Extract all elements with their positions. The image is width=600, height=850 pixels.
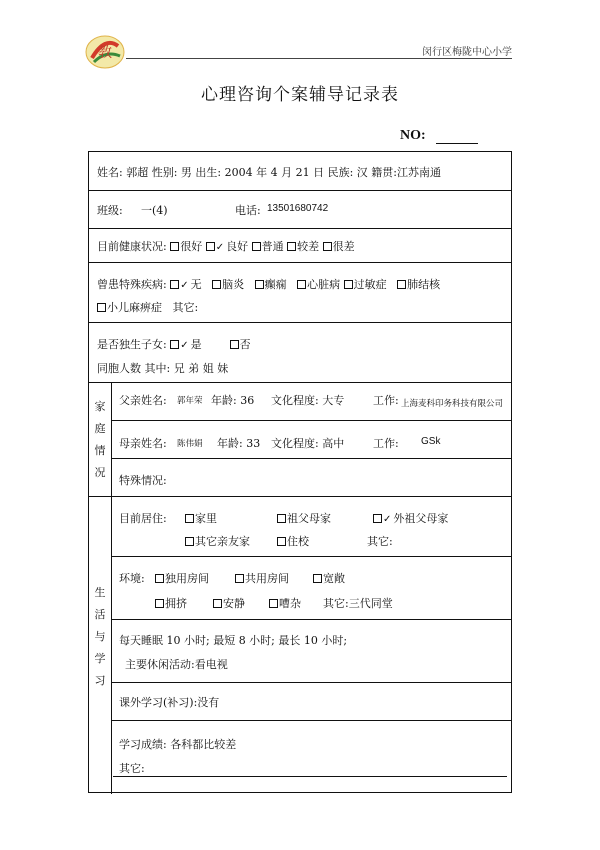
sleep-line: 每天睡眠 10 小时; 最短 8 小时; 最长 10 小时; [119,634,348,647]
record-number-field[interactable] [436,143,478,144]
disease-option: 过敏症 [353,278,387,291]
work-label: 工作: [373,394,399,407]
mother-name: 陈伟娟 [177,439,203,449]
check-icon: ✓ [180,280,189,291]
environment-option: 拥挤 [155,595,187,611]
row-divider [89,496,511,497]
row-divider [89,262,511,263]
checkbox[interactable] [235,574,244,583]
class-label: 班级: [97,204,123,217]
checkbox[interactable] [297,280,306,289]
phone-value: 13501680742 [267,203,329,214]
other-underline [113,776,507,777]
disease-option: 脑炎 [222,278,245,291]
checkbox-checked[interactable] [170,340,179,349]
mother-education: 文化程度: 高中 [271,437,345,450]
checkbox[interactable] [313,574,322,583]
disease-option: 小儿麻痹症 [107,301,162,314]
health-option: 较差 [297,240,320,253]
mother-age: 年龄: 33 [217,437,261,450]
row-divider [111,682,511,683]
disease-option: 肺结核 [407,278,441,291]
school-name: 闵行区梅陇中心小学 [422,47,512,58]
record-number-label: NO: [400,128,426,143]
work-label: 工作: [373,437,399,450]
father-label: 父亲姓名: [119,394,167,407]
only-child-yes: 是 [190,338,202,351]
school-logo [84,30,126,72]
checkbox[interactable] [277,537,286,546]
disease-row [97,276,440,292]
record-form [88,151,512,793]
checkbox[interactable] [397,280,406,289]
mother-work: GSk [421,436,441,447]
checkbox[interactable] [185,514,194,523]
residence-option: 其它亲友家 [185,533,250,549]
checkbox[interactable] [269,599,278,608]
checkbox[interactable] [155,599,164,608]
disease-option: 癫痫 [264,278,287,291]
row-divider [89,190,511,191]
row-divider [111,619,511,620]
row-divider [111,556,511,557]
basic-info-line: 姓名: 郭超 性别: 男 出生: 2004 年 4 月 21 日 民族: 汉 籍贯:江苏南通 [97,166,441,179]
checkbox[interactable] [213,599,222,608]
row-divider [111,720,511,721]
checkbox[interactable] [170,242,179,251]
health-option: 很好 [180,240,203,253]
mother-label: 母亲姓名: [119,437,167,450]
residence-option: 祖父母家 [277,510,331,526]
phone-label: 电话: [235,204,261,217]
environment-option: 共用房间 [235,570,289,586]
row-divider [111,420,511,421]
row-divider [89,228,511,229]
checkbox-checked[interactable] [373,514,382,523]
section-divider [111,496,112,794]
page-title: 心理咨询个案辅导记录表 [201,85,399,105]
father-work: 上海麦科印务科技有限公司 [401,399,504,409]
checkbox[interactable] [255,280,264,289]
checkbox[interactable] [277,514,286,523]
checkbox[interactable] [212,280,221,289]
disease-option: 无 [190,278,202,291]
svg-text:教: 教 [98,45,112,61]
residence-option: 住校 [277,533,309,549]
check-icon: ✓ [215,242,225,253]
checkbox-checked[interactable] [170,280,179,289]
section-divider [111,382,112,496]
class-value: 一(4) [141,204,168,217]
only-child-label: 是否独生子女: [97,338,167,351]
leisure-line: 主要休闲活动:看电视 [125,658,228,671]
only-child-no: 否 [239,338,251,351]
disease-label: 曾患特殊疾病: [97,278,167,291]
grades-line: 学习成绩: 各科都比较差 [119,738,237,751]
environment-label: 环境: [119,572,145,585]
check-icon: ✓ [383,514,392,525]
checkbox[interactable] [344,280,353,289]
father-age: 年龄: 36 [211,394,255,407]
life-other-label: 其它: [119,762,145,775]
residence-option: 家里 [185,510,217,526]
checkbox[interactable] [185,537,194,546]
father-education: 文化程度: 大专 [271,394,345,407]
disease-other-label: 其它: [172,301,199,314]
environment-option: 宽敞 [313,570,345,586]
father-name: 郭年荣 [177,396,203,406]
environment-other: 其它:三代同堂 [323,597,393,610]
only-child-row [97,336,251,352]
checkbox[interactable] [230,340,239,349]
disease-row-2 [97,299,198,315]
residence-label: 目前居住: [119,512,167,525]
health-option: 普通 [261,240,284,253]
check-icon: ✓ [180,340,189,351]
residence-option-checked: ✓ 外祖父母家 [373,510,448,526]
checkbox[interactable] [155,574,164,583]
row-divider [111,458,511,459]
environment-option: 嘈杂 [269,595,301,611]
siblings-line: 同胞人数 其中: 兄 弟 姐 妹 [97,362,229,375]
checkbox[interactable] [252,242,261,251]
health-label: 目前健康状况: [97,240,167,253]
health-option: 良好 [226,240,249,253]
special-label: 特殊情况: [119,474,167,487]
life-section-label: 生 活 与 学 习 [94,586,106,687]
residence-other-label: 其它: [367,535,393,548]
checkbox[interactable] [97,303,106,312]
checkbox[interactable] [323,242,332,251]
environment-option: 安静 [213,595,245,611]
row-divider [89,322,511,323]
environment-option: 独用房间 [155,570,209,586]
health-option: 很差 [332,240,355,253]
tutoring-line: 课外学习(补习):没有 [119,696,220,709]
header-rule [126,58,512,59]
checkbox-checked[interactable] [206,242,215,251]
disease-option: 心脏病 [307,278,341,291]
health-row [97,238,355,254]
row-divider [89,382,511,383]
checkbox[interactable] [287,242,296,251]
family-section-label: 家 庭 情 况 [94,400,106,479]
